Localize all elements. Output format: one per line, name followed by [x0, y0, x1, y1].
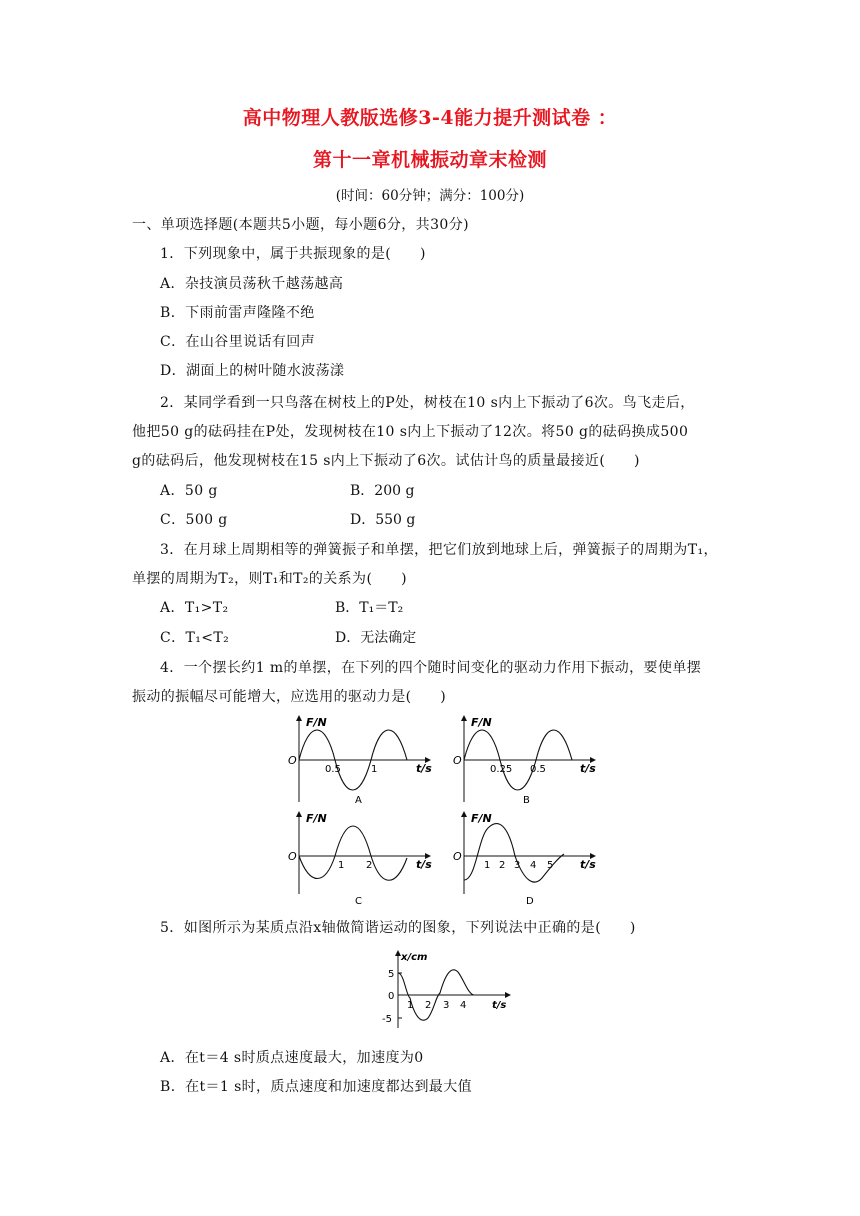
graph-d-origin: O: [453, 850, 462, 863]
q5-ytick-neg5: -5: [382, 1014, 392, 1025]
q1-option-c: C．在山谷里说话有回声: [160, 334, 316, 350]
q5-xtick-1: 1: [407, 1000, 414, 1011]
q4-stem-line1: 4．一个摆长约1 m的单摆，在下列的四个随时间变化的驱动力作用下振动，要使单摆: [160, 660, 702, 676]
graph-d-xlabel: t/s: [580, 858, 596, 871]
q1-stem: 1．下列现象中，属于共振现象的是( ): [160, 246, 426, 262]
graph-a-tick-1: 0.5: [325, 764, 341, 775]
graph-b-tick-1: 0.25: [490, 764, 513, 775]
graph-d: [453, 812, 596, 907]
graph-c: [288, 812, 432, 907]
q2-stem-line3: g的砝码后，他发现树枝在15 s内上下振动了6次。试估计鸟的质量最接近( ): [132, 453, 640, 469]
q5-xtick-3: 3: [443, 1000, 450, 1011]
q3-option-c: C．T₁<T₂: [160, 630, 230, 646]
exam-title: 高中物理人教版选修3-4能力提升测试卷 ：: [242, 107, 618, 129]
graph-b-ylabel: F/N: [471, 716, 492, 729]
graph-c-curve: [299, 826, 407, 880]
graph-d-tick-2: 2: [499, 860, 506, 871]
q4-stem-line2: 振动的振幅尽可能增大，应选用的驱动力是( ): [132, 689, 447, 705]
graph-c-xlabel: t/s: [416, 858, 432, 871]
q3-option-a: A．T₁>T₂: [160, 600, 229, 616]
q2-stem-line1: 2．某同学看到一只鸟落在树枝上的P处，树枝在10 s内上下振动了6次。鸟飞走后，: [160, 395, 695, 411]
graph-d-tick-4: 4: [530, 860, 537, 871]
q5-xtick-4: 4: [460, 1000, 467, 1011]
graph-b-tick-2: 0.5: [530, 764, 546, 775]
q2-option-d: D．550 g: [350, 512, 416, 528]
graph-c-tick-1: 1: [338, 860, 345, 871]
q2-stem-line2: 他把50 g的砝码挂在P处，发现树枝在10 s内上下振动了12次。将50 g的砝码换成500: [132, 424, 689, 440]
q5-option-b: B．在t＝1 s时，质点速度和加速度都达到最大值: [160, 1079, 473, 1095]
q5-stem: 5．如图所示为某质点沿x轴做简谐运动的图象，下列说法中正确的是( ): [160, 920, 636, 936]
exam-meta: (时间：60分钟；满分：100分): [335, 188, 525, 204]
q4-graphs-figure: [280, 708, 610, 908]
q5-xlabel: t/s: [492, 1000, 507, 1011]
graph-d-tick-3: 3: [514, 860, 521, 871]
section-heading: 一、单项选择题(本题共5小题，每小题6分，共30分): [132, 217, 469, 233]
graph-c-ylabel: F/N: [306, 812, 327, 825]
q5-xtick-2: 2: [425, 1000, 432, 1011]
graph-b: [453, 716, 596, 806]
graph-c-caption: C: [355, 896, 362, 907]
q3-stem-line1: 3．在月球上周期相等的弹簧振子和单摆，把它们放到地球上后，弹簧振子的周期为T₁，: [160, 542, 718, 558]
q3-stem-line2: 单摆的周期为T₂，则T₁和T₂的关系为( ): [132, 571, 407, 587]
graph-a-caption: A: [355, 795, 362, 806]
graph-d-ylabel: F/N: [471, 812, 492, 825]
graph-a: [288, 716, 432, 806]
q3-option-b: B．T₁＝T₂: [335, 600, 404, 616]
q3-option-d: D．无法确定: [335, 630, 417, 646]
graph-a-tick-2: 1: [371, 764, 378, 775]
q5-ytick-0: 0: [388, 991, 395, 1002]
q5-option-a: A．在t＝4 s时质点速度最大，加速度为0: [160, 1050, 424, 1066]
graph-b-origin: O: [453, 754, 462, 767]
q1-option-b: B．下雨前雷声隆隆不绝: [160, 305, 315, 321]
q2-option-b: B．200 g: [350, 483, 415, 499]
graph-d-tick-5: 5: [547, 860, 554, 871]
graph-c-tick-2: 2: [366, 860, 373, 871]
graph-a-ylabel: F/N: [306, 716, 327, 729]
q5-ylabel: x/cm: [401, 952, 428, 963]
graph-d-tick-1: 1: [484, 860, 491, 871]
q2-option-a: A．50 g: [160, 483, 218, 499]
q1-option-a: A．杂技演员荡秋千越荡越高: [160, 276, 344, 292]
graph-b-xlabel: t/s: [580, 762, 596, 775]
q5-graph: [368, 948, 518, 1032]
graph-b-caption: B: [523, 795, 530, 806]
chapter-title: 第十一章机械振动章末检测: [312, 149, 547, 171]
graph-a-xlabel: t/s: [416, 762, 432, 775]
q5-ytick-5: 5: [388, 969, 395, 980]
graph-c-origin: O: [288, 850, 297, 863]
q1-option-d: D．湖面上的树叶随水波荡漾: [160, 363, 345, 379]
graph-d-caption: D: [526, 896, 534, 907]
graph-d-curve: [464, 824, 564, 883]
q2-option-c: C．500 g: [160, 512, 228, 528]
graph-a-origin: O: [288, 754, 297, 767]
